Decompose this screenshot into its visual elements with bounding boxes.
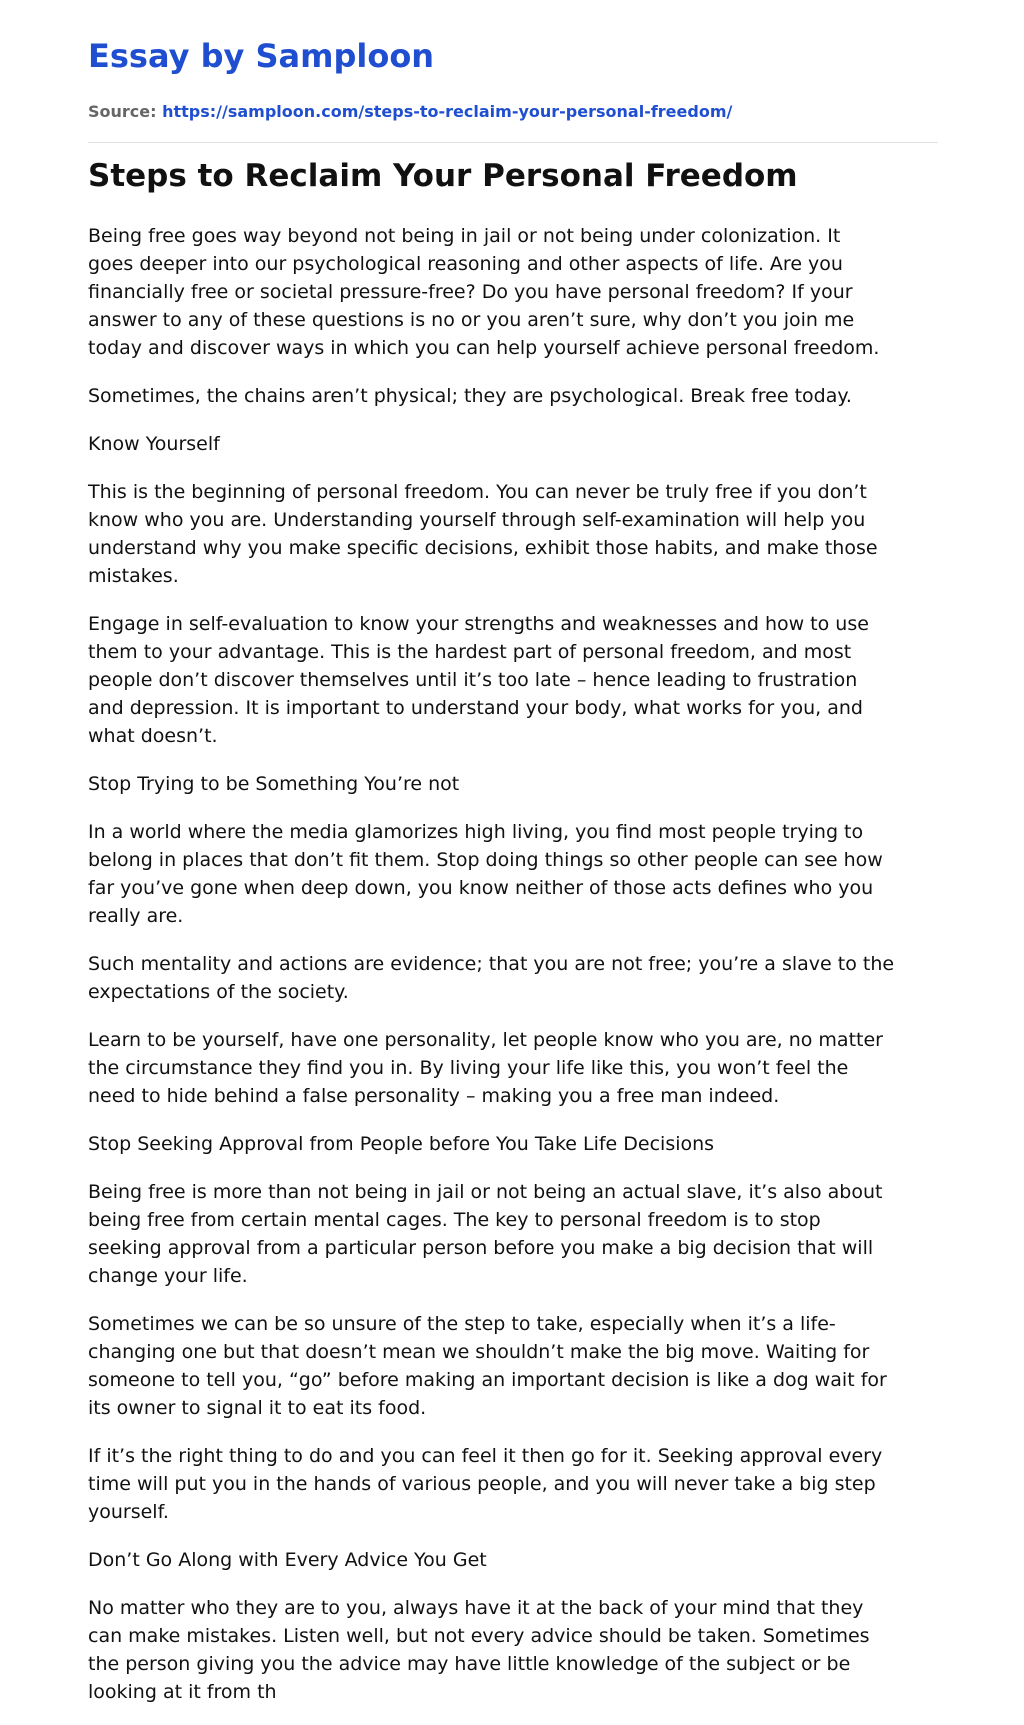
- text-line: goes deeper into our psychological reasoning and other aspects of life. Are you: [88, 253, 843, 275]
- text-line: looking at it from th: [88, 1681, 277, 1703]
- text-line: them to your advantage. This is the hardest part of personal freedom, and most: [88, 641, 852, 663]
- text-line: Engage in self-evaluation to know your strengths and weaknesses and how to use: [88, 613, 869, 635]
- text-line: Being free is more than not being in jail or not being an actual slave, it’s also about: [88, 1181, 883, 1203]
- text-line: people don’t discover themselves until it’s too late – hence leading to frustration: [88, 669, 858, 691]
- text-line: really are.: [88, 905, 184, 927]
- article-title: Steps to Reclaim Your Personal Freedom: [88, 158, 798, 194]
- text-line: Being free goes way beyond not being in jail or not being under colonization. It: [88, 225, 841, 247]
- text-line: what doesn’t.: [88, 725, 218, 747]
- text-line: can make mistakes. Listen well, but not every advice should be taken. Sometimes: [88, 1625, 870, 1647]
- text-line: far you’ve gone when deep down, you know neither of those acts defines who you: [88, 877, 874, 899]
- text-line: Don’t Go Along with Every Advice You Get: [88, 1549, 487, 1571]
- section-heading: [88, 430, 938, 458]
- text-line: Know Yourself: [88, 433, 220, 455]
- paragraph: [88, 818, 938, 930]
- paragraph: [88, 1178, 938, 1290]
- text-line: and depression. It is important to understand your body, what works for you, and: [88, 697, 863, 719]
- text-line: changing one but that doesn’t mean we shouldn’t make the big move. Waiting for: [88, 1341, 870, 1363]
- paragraph: [88, 1442, 938, 1526]
- text-line: change your life.: [88, 1265, 248, 1287]
- text-line: being free from certain mental cages. The key to personal freedom is to stop: [88, 1209, 821, 1231]
- text-line: yourself.: [88, 1501, 169, 1523]
- text-line: If it’s the right thing to do and you can feel it then go for it. Seeking approval every: [88, 1445, 883, 1467]
- source-label: Source:: [88, 102, 157, 121]
- text-line: financially free or societal pressure-free? Do you have personal freedom? If your: [88, 281, 853, 303]
- text-line: Stop Seeking Approval from People before You Take Life Decisions: [88, 1133, 715, 1155]
- text-line: Such mentality and actions are evidence; that you are not free; you’re a slave to the: [88, 953, 895, 975]
- text-line: In a world where the media glamorizes high living, you find most people trying to: [88, 821, 864, 843]
- text-line: Sometimes we can be so unsure of the step to take, especially when it’s a life-: [88, 1313, 836, 1335]
- source-line: [88, 101, 732, 123]
- paragraph: [88, 222, 938, 362]
- paragraph: [88, 1594, 938, 1706]
- text-line: Sometimes, the chains aren’t physical; they are psychological. Break free today.: [88, 385, 852, 407]
- text-line: the person giving you the advice may have little knowledge of the subject or be: [88, 1653, 851, 1675]
- text-line: understand why you make specific decisions, exhibit those habits, and make those: [88, 537, 878, 559]
- text-line: someone to tell you, “go” before making an important decision is like a dog wait for: [88, 1369, 887, 1391]
- text-line: seeking approval from a particular person before you make a big decision that will: [88, 1237, 874, 1259]
- source-link[interactable]: https://samploon.com/steps-to-reclaim-your-personal-freedom/: [162, 102, 733, 121]
- text-line: know who you are. Understanding yourself through self-examination will help you: [88, 509, 866, 531]
- text-line: time will put you in the hands of various people, and you will never take a big step: [88, 1473, 876, 1495]
- text-line: today and discover ways in which you can help yourself achieve personal freedom.: [88, 337, 880, 359]
- text-line: its owner to signal it to eat its food.: [88, 1397, 427, 1419]
- text-line: need to hide behind a false personality – making you a free man indeed.: [88, 1085, 780, 1107]
- text-line: belong in places that don’t fit them. Stop doing things so other people can see how: [88, 849, 883, 871]
- paragraph: [88, 610, 938, 750]
- article-body: [88, 222, 938, 1725]
- paragraph: [88, 382, 938, 410]
- text-line: mistakes.: [88, 565, 179, 587]
- paragraph: [88, 478, 938, 590]
- text-line: answer to any of these questions is no or you aren’t sure, why don’t you join me: [88, 309, 855, 331]
- text-line: Learn to be yourself, have one personality, let people know who you are, no matter: [88, 1029, 883, 1051]
- text-line: expectations of the society.: [88, 981, 349, 1003]
- text-line: the circumstance they find you in. By living your life like this, you won’t feel the: [88, 1057, 849, 1079]
- text-line: No matter who they are to you, always have it at the back of your mind that they: [88, 1597, 864, 1619]
- brand-title[interactable]: Essay by Samploon: [88, 37, 435, 75]
- section-heading: [88, 1130, 938, 1158]
- paragraph: [88, 1026, 938, 1110]
- text-line: Stop Trying to be Something You’re not: [88, 773, 460, 795]
- header-divider: [88, 142, 938, 143]
- section-heading: [88, 770, 938, 798]
- paragraph: [88, 1310, 938, 1422]
- section-heading: [88, 1546, 938, 1574]
- text-line: This is the beginning of personal freedom. You can never be truly free if you don’t: [88, 481, 867, 503]
- paragraph: [88, 950, 938, 1006]
